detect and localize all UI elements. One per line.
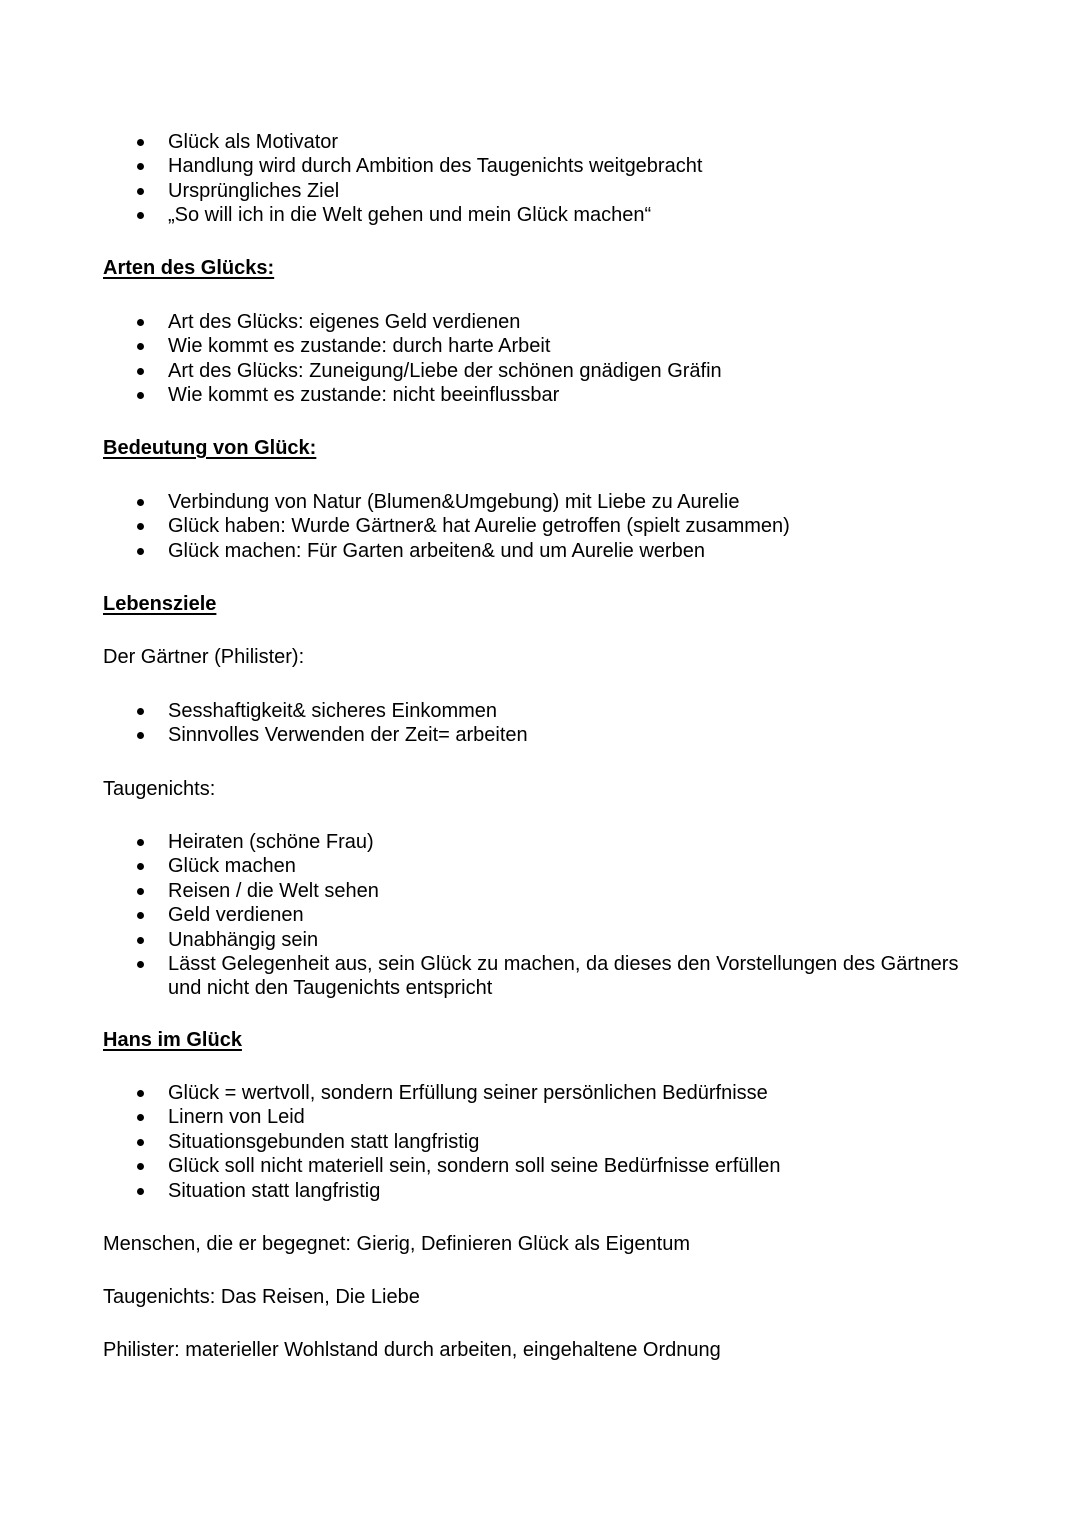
gaertner-list [0, 699, 1080, 748]
list-item-text: Glück machen [168, 855, 296, 878]
list-item-text: Verbindung von Natur (Blumen&Umgebung) mit Liebe zu Aurelie [168, 491, 740, 513]
bullet-icon [137, 888, 144, 895]
list-item [0, 903, 1080, 927]
bullet-icon [137, 1163, 144, 1170]
list-item [0, 130, 1080, 154]
list-item [0, 723, 1080, 747]
intro-list [0, 130, 1080, 228]
list-item [0, 830, 1080, 854]
heading-bedeutung-von-glueck: Bedeutung von Glück: [103, 437, 317, 459]
bullet-icon [137, 1090, 144, 1097]
bullet-icon [137, 392, 144, 399]
bullet-icon [137, 1114, 144, 1121]
list-item-text: Sinnvolles Verwenden der Zeit= arbeiten [168, 724, 528, 747]
list-item [0, 154, 1080, 178]
menschen-paragraph: Menschen, die er begegnet: Gierig, Definieren Glück als Eigentum [103, 1233, 690, 1255]
list-item [0, 539, 1080, 563]
hans-list [0, 1081, 1080, 1203]
taugenichts-paragraph: Taugenichts: Das Reisen, Die Liebe [103, 1286, 420, 1308]
list-item [0, 699, 1080, 723]
list-item-text: Lässt Gelegenheit aus, sein Glück zu machen, da dieses den Vorstellungen des Gärtners und nicht den Taugenichts entspricht [168, 953, 959, 1000]
bullet-icon [137, 732, 144, 739]
gaertner-label: Der Gärtner (Philister): [103, 646, 305, 668]
bullet-icon [137, 1139, 144, 1146]
list-item-text: Ursprüngliches Ziel [168, 179, 340, 202]
list-item [0, 952, 1080, 1001]
bullet-icon [137, 523, 144, 530]
list-item-text: Geld verdienen [168, 904, 304, 927]
list-item-text: Glück soll nicht materiell sein, sondern soll seine Bedürfnisse erfüllen [168, 1155, 781, 1178]
bullet-icon [137, 343, 144, 350]
bullet-icon [137, 839, 144, 846]
list-item-text: Art des Glücks: Zuneigung/Liebe der schönen gnädigen Gräfin [168, 359, 722, 382]
heading-hans-im-glueck: Hans im Glück [103, 1029, 242, 1051]
list-item-text: Situationsgebunden statt langfristig [168, 1130, 480, 1153]
list-item [0, 928, 1080, 952]
list-item-text: Situation statt langfristig [168, 1179, 381, 1202]
bullet-icon [137, 548, 144, 555]
list-item [0, 359, 1080, 383]
bullet-icon [137, 139, 144, 146]
list-item [0, 179, 1080, 203]
bullet-icon [137, 937, 144, 944]
bullet-icon [137, 863, 144, 870]
list-item-text: Linern von Leid [168, 1106, 305, 1129]
bullet-icon [137, 368, 144, 375]
list-item-text: Glück machen: Für Garten arbeiten& und um Aurelie werben [168, 539, 705, 562]
list-item-text: Glück als Motivator [168, 131, 339, 153]
heading-arten-des-gluecks: Arten des Glücks: [103, 257, 275, 279]
list-item-text: Wie kommt es zustande: durch harte Arbeit [168, 335, 551, 358]
list-item [0, 1179, 1080, 1203]
list-item [0, 879, 1080, 903]
taugenichts-label: Taugenichts: [103, 778, 216, 800]
list-item-text: Heiraten (schöne Frau) [168, 831, 374, 853]
list-item [0, 514, 1080, 538]
bullet-icon [137, 499, 144, 506]
list-item [0, 334, 1080, 358]
list-item-text: Art des Glücks: eigenes Geld verdienen [168, 311, 521, 333]
list-item-text: Sesshaftigkeit& sicheres Einkommen [168, 700, 498, 722]
bullet-icon [137, 163, 144, 170]
list-item [0, 310, 1080, 334]
list-item-text: Wie kommt es zustande: nicht beeinflussbar [168, 384, 560, 407]
bedeutung-list [0, 490, 1080, 563]
bullet-icon [137, 708, 144, 715]
list-item-text: Reisen / die Welt sehen [168, 879, 379, 902]
list-item [0, 383, 1080, 407]
list-item [0, 854, 1080, 878]
list-item [0, 490, 1080, 514]
list-item [0, 203, 1080, 227]
bullet-icon [137, 961, 144, 968]
arten-list [0, 310, 1080, 408]
bullet-icon [137, 912, 144, 919]
taugenichts-list [0, 830, 1080, 1001]
bullet-icon [137, 1188, 144, 1195]
bullet-icon [137, 319, 144, 326]
list-item-text: Glück haben: Wurde Gärtner& hat Aurelie getroffen (spielt zusammen) [168, 515, 790, 538]
list-item-text: „So will ich in die Welt gehen und mein Glück machen“ [168, 204, 652, 227]
list-item [0, 1081, 1080, 1105]
list-item-text: Handlung wird durch Ambition des Taugenichts weitgebracht [168, 155, 703, 178]
list-item-text: Glück = wertvoll, sondern Erfüllung seiner persönlichen Bedürfnisse [168, 1082, 768, 1104]
list-item [0, 1154, 1080, 1178]
bullet-icon [137, 188, 144, 195]
list-item [0, 1130, 1080, 1154]
list-item [0, 1105, 1080, 1129]
bullet-icon [137, 212, 144, 219]
philister-paragraph: Philister: materieller Wohlstand durch arbeiten, eingehaltene Ordnung [103, 1339, 721, 1361]
heading-lebensziele: Lebensziele [103, 593, 217, 615]
list-item-text: Unabhängig sein [168, 928, 319, 951]
